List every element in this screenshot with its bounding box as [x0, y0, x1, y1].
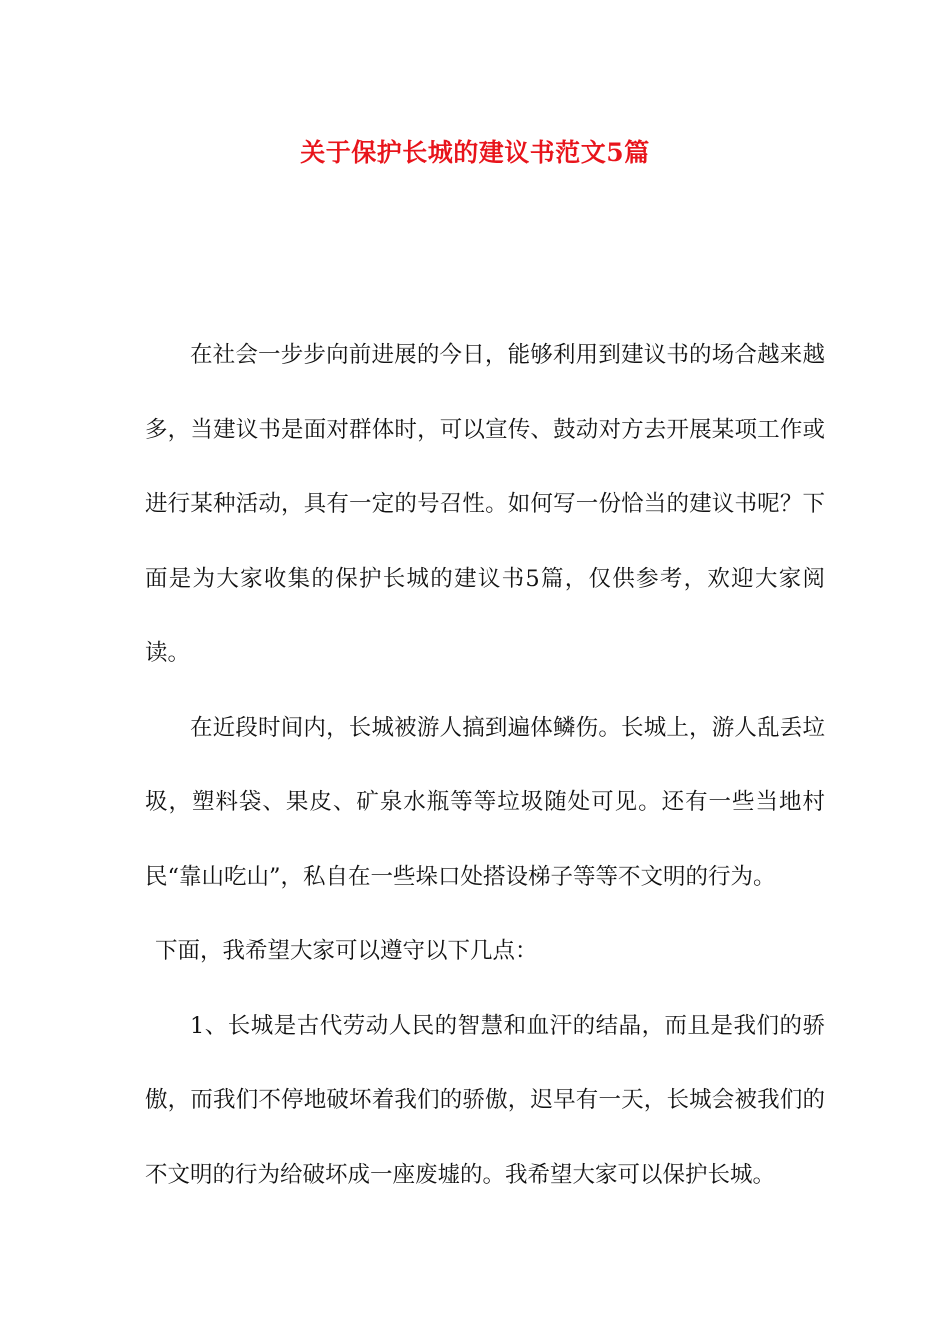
document-body: [145, 318, 825, 1212]
paragraph-point-1: 1、长城是古代劳动人民的智慧和血汗的结晶，而且是我们的骄傲，而我们不停地破坏着我们的骄傲，迟早有一天，长城会被我们的不文明的行为给破坏成一座废墟的。我希望大家可以保护长城。: [145, 1012, 825, 1188]
paragraph-intro: 在社会一步步向前进展的今日，能够利用到建议书的场合越来越多，当建议书是面对群体时，可以宣传、鼓动对方去开展某项工作或进行某种活动，具有一定的号召性。如何写一份恰当的建议书呢？下面是为大家收集的保护长城的建议书5篇，仅供参考，欢迎大家阅读。: [145, 342, 825, 666]
paragraph-lead-in: 下面，我希望大家可以遵守以下几点：: [155, 938, 538, 964]
paragraph-damage: 在近段时间内，长城被游人搞到遍体鳞伤。长城上，游人乱丢垃圾，塑料袋、果皮、矿泉水瓶等等垃圾随处可见。还有一些当地村民“靠山吃山”，私自在一些垛口处搭设梯子等等不文明的行为。: [145, 714, 825, 890]
document-title: 关于保护长城的建议书范文5篇: [300, 138, 650, 167]
